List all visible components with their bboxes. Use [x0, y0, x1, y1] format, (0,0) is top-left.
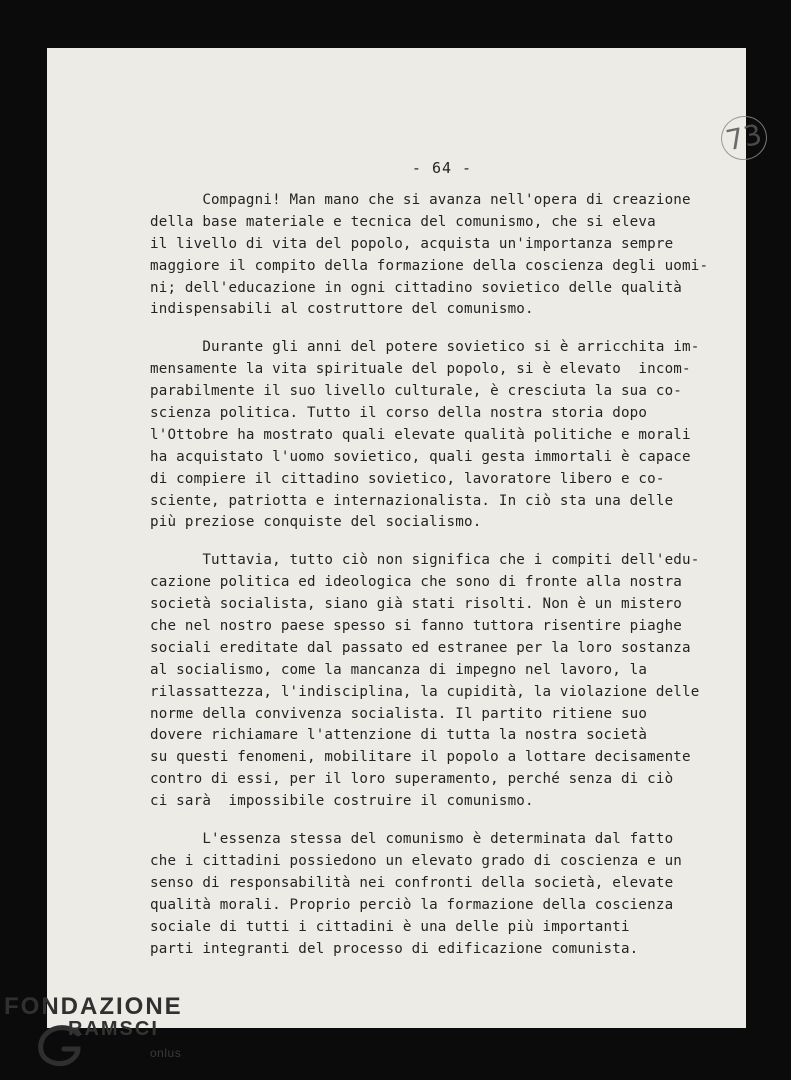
text-line: L'essenza stessa del comunismo è determinata dal fatto — [150, 831, 674, 848]
text-line: sociali ereditate dal passato ed estranee per la loro sostanza — [150, 639, 691, 656]
text-line: qualità morali. Proprio perciò la formazione della coscienza — [150, 896, 674, 913]
text-line: norme della convivenza socialista. Il partito ritiene suo — [150, 705, 648, 722]
text-line: dovere richiamare l'attenzione di tutta la nostra società — [150, 727, 648, 744]
text-line: Durante gli anni del potere sovietico si è arricchita im- — [150, 339, 700, 356]
text-line: maggiore il compito della formazione della coscienza degli uomi- — [150, 257, 709, 274]
text-line: scienza politica. Tutto il corso della nostra storia dopo — [150, 405, 648, 422]
watermark-line-2: RAMSCI — [68, 1018, 159, 1040]
paragraph-4 — [150, 829, 706, 960]
text-line: sociale di tutti i cittadini è una delle più importanti — [150, 918, 630, 935]
text-line: parti integranti del processo di edificazione comunista. — [150, 940, 639, 957]
document-body — [150, 190, 709, 976]
text-line: indispensabili al costruttore del comunismo. — [150, 301, 534, 318]
text-line: mensamente la vita spirituale del popolo, si è elevato incom- — [150, 361, 691, 378]
fondazione-gramsci-watermark — [4, 993, 209, 1075]
page-number: - 64 - — [411, 159, 473, 177]
text-line: Tuttavia, tutto ciò non significa che i compiti dell'edu- — [150, 552, 700, 569]
text-line: che nel nostro paese spesso si fanno tuttora risentire piaghe — [150, 618, 683, 635]
text-line: che i cittadini possiedono un elevato grado di coscienza e un — [150, 852, 683, 869]
paragraph-2 — [150, 337, 706, 534]
text-line: rilassattezza, l'indisciplina, la cupidità, la violazione delle — [150, 683, 700, 700]
folio-stamp: 73 — [717, 112, 771, 165]
text-line: sciente, patriotta e internazionalista. In ciò sta una delle — [150, 492, 674, 509]
paragraph-3 — [150, 550, 706, 813]
text-line: ha acquistato l'uomo sovietico, quali gesta immortali è capace — [150, 448, 691, 465]
watermark-line-1: FONDAZIONE — [4, 993, 183, 1020]
text-line: l'Ottobre ha mostrato quali elevate qualità politiche e morali — [150, 426, 691, 443]
text-line: società socialista, siano già stati risolti. Non è un mistero — [150, 596, 683, 613]
text-line: senso di responsabilità nei confronti della società, elevate — [150, 874, 674, 891]
text-line: della base materiale e tecnica del comunismo, che si eleva — [150, 213, 656, 230]
text-line: su questi fenomeni, mobilitare il popolo a lottare decisamente — [150, 749, 691, 766]
watermark-line-3: onlus — [150, 1046, 182, 1060]
text-line: al socialismo, come la mancanza di impegno nel lavoro, la — [150, 661, 648, 678]
text-line: il livello di vita del popolo, acquista un'importanza sempre — [150, 235, 674, 252]
text-line: cazione politica ed ideologica che sono di fronte alla nostra — [150, 574, 683, 591]
text-line: più preziose conquiste del socialismo. — [150, 514, 482, 531]
text-line: Compagni! Man mano che si avanza nell'opera di creazione — [150, 192, 691, 208]
text-line: contro di essi, per il loro superamento, perché senza di ciò — [150, 771, 674, 788]
text-line: parabilmente il suo livello culturale, è cresciuta la sua co- — [150, 383, 683, 400]
paragraph-1 — [150, 190, 709, 321]
text-line: di compiere il cittadino sovietico, lavoratore libero e co- — [150, 470, 665, 487]
text-line: ni; dell'educazione in ogni cittadino sovietico delle qualità — [150, 279, 683, 296]
text-line: ci sarà impossibile costruire il comunismo. — [150, 793, 534, 810]
